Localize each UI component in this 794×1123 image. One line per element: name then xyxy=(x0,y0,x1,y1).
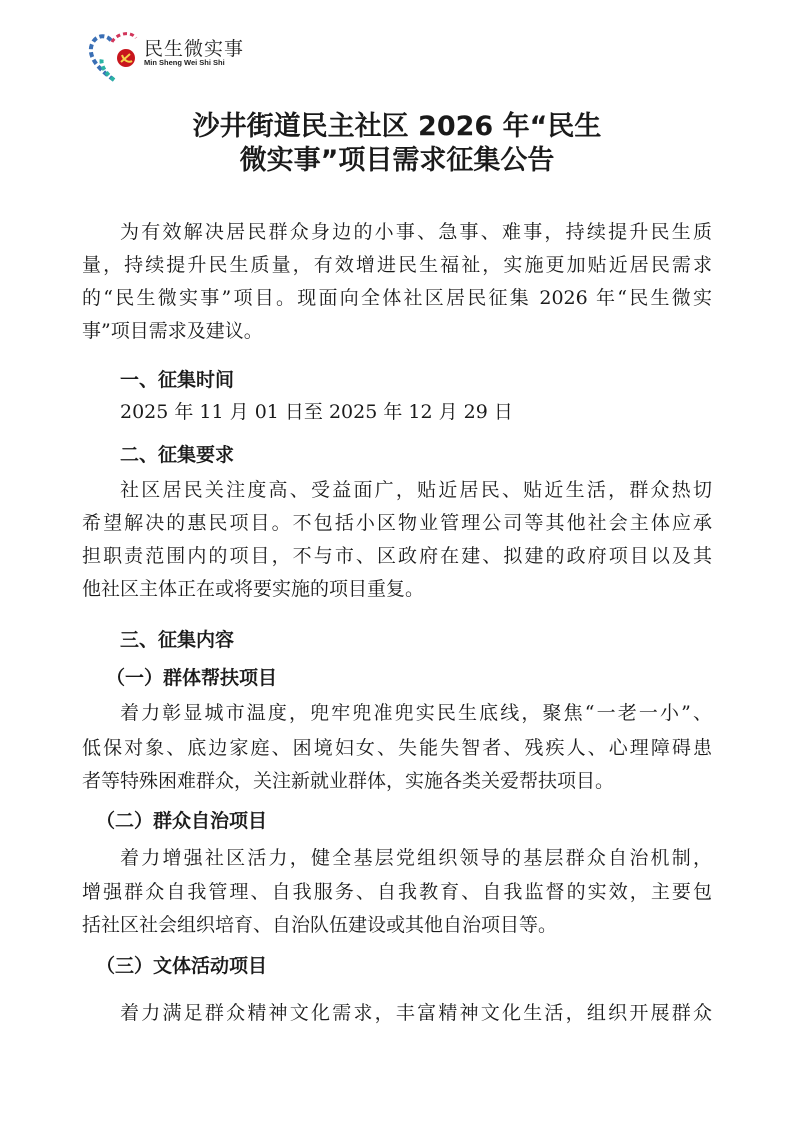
subsection-3-heading: （三）文体活动项目 xyxy=(96,955,268,977)
logo-subtitle: Min Sheng Wei Shi Shi xyxy=(144,58,225,67)
logo-title: 民生微实事 xyxy=(144,38,245,60)
subsection-2-line: 增强群众自我管理、自我服务、自我教育、自我监督的实效，主要包 xyxy=(82,881,712,903)
heart-emblem-icon xyxy=(86,28,142,86)
intro-line: 事”项目需求及建议。 xyxy=(82,320,263,342)
section-1-heading: 一、征集时间 xyxy=(120,369,235,391)
section-2-line: 社区居民关注度高、受益面广，贴近居民、贴近生活，群众热切 xyxy=(120,479,712,501)
intro-line: 的“民生微实事”项目。现面向全体社区居民征集 2026 年“民生微实 xyxy=(82,287,712,309)
logo xyxy=(86,28,256,86)
page-title-line-1: 沙井街道民主社区 2026 年“民生 xyxy=(192,111,602,142)
page-title-line-2: 微实事”项目需求征集公告 xyxy=(239,145,555,176)
subsection-1-line: 着力彰显城市温度，兜牢兜准兜实民生底线，聚焦“一老一小”、 xyxy=(120,702,712,724)
collection-period: 2025 年 11 月 01 日至 2025 年 12 月 29 日 xyxy=(120,401,513,423)
subsection-1-line: 低保对象、底边家庭、困境妇女、失能失智者、残疾人、心理障碍患 xyxy=(82,737,712,759)
section-2-line: 希望解决的惠民项目。不包括小区物业管理公司等其他社会主体应承 xyxy=(82,512,712,534)
subsection-1-heading: （一）群体帮扶项目 xyxy=(106,667,278,689)
subsection-2-line: 括社区社会组织培育、自治队伍建设或其他自治项目等。 xyxy=(82,914,558,936)
section-2-line: 他社区主体正在或将要实施的项目重复。 xyxy=(82,578,425,600)
subsection-3-line: 着力满足群众精神文化需求，丰富精神文化生活，组织开展群众 xyxy=(120,1002,712,1024)
section-2-heading: 二、征集要求 xyxy=(120,444,235,466)
intro-line: 量，持续提升民生质量，有效增进民生福祉，实施更加贴近居民需求 xyxy=(82,254,712,276)
subsection-1-line: 者等特殊困难群众，关注新就业群体，实施各类关爱帮扶项目。 xyxy=(82,770,615,792)
subsection-2-heading: （二）群众自治项目 xyxy=(96,810,268,832)
section-3-heading: 三、征集内容 xyxy=(120,629,235,651)
intro-line: 为有效解决居民群众身边的小事、急事、难事，持续提升民生质 xyxy=(120,221,712,243)
subsection-2-line: 着力增强社区活力，健全基层党组织领导的基层群众自治机制， xyxy=(120,847,712,869)
section-2-line: 担职责范围内的项目，不与市、区政府在建、拟建的政府项目以及其 xyxy=(82,545,712,567)
